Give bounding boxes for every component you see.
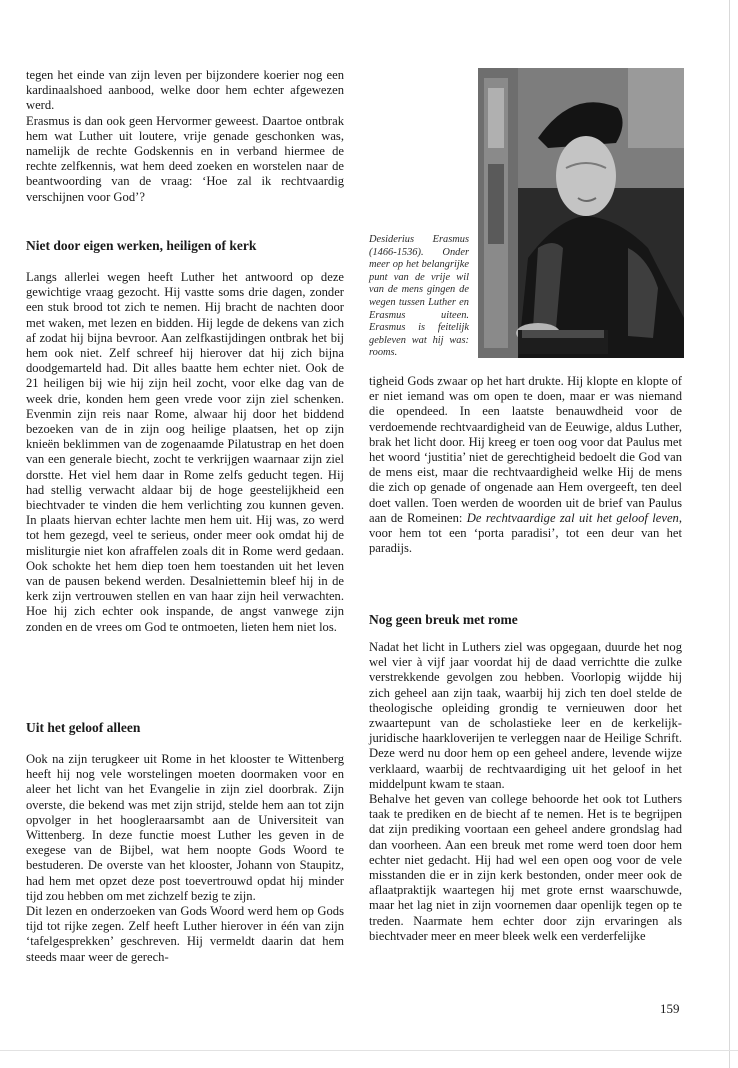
paragraph: Nadat het licht in Luthers ziel was opgegaan, duurde het nog wel vier à vijf jaar voordat hij de daad verrichtte die zulke verstrekkende gevolgen zou hebben. Voorlopig wijdde hij zich geheel aan zijn taak, waarbij hij zich ten doel stelde de theologische opleiding grondig te vernieuwen door het zwaartepunt van de scholastieke leer en de kerkelijk-juridische haarkloverijen te verleggen naar de Heilige Schrift. Deze werd nu door hem op een geheel andere, levende wijze verklaard, waarbij de rechtvaardiging uit het geloof in het middelpunt kwam te staan. [369, 640, 682, 791]
right-column-continuation [369, 374, 682, 556]
paragraph-text: tigheid Gods zwaar op het hart drukte. Hij klopte en klopte of er niet iemand was om open te doen, maar er was niemand die opendeed. In een laatste benauwdheid voor de verdoemende rechtvaardigheid van de Eeuwige, aldus Luther, brak het licht door. Hij kreeg er toen oog voor dat Paulus met het woord ‘justitia’ niet de gerechtigheid bedoelt die God van de mens eist, maar die rechtvaardigheid welke Hij de mens die zich op genade of ongenade aan Hem overgeeft, ten deel doet vallen. Toen werden de woorden uit de brief van Paulus aan de Romeinen: [369, 374, 682, 525]
portrait-caption: Desiderius Erasmus (1466-1536). Onder meer op het belangrijke punt van de vrije wil van de mens gingen de wegen tussen Luther en Erasmus uiteen. Erasmus is feitelijk gebleven wat hij was: rooms. [369, 234, 469, 359]
paragraph: Behalve het geven van college behoorde het ook tot Luthers taak te prediken en de biecht af te nemen. Het is te begrijpen dat zijn prediking voortaan een geheel andere grondslag had dan voorheen. Aan een breuk met rome werd toen door hem echter niet gedacht. Hij had wel een open oog voor de vele misstanden die er in zijn kerk bestonden, onder meer ook de aflaatpraktijk waartegen hij met grote ernst waarschuwde, maar het lag niet in zijn voornemen daar openlijk tegen op te treden. Naarmate hem echter door zijn ervaringen als biechtvader meer en meer bleek welk een verderfelijke [369, 792, 682, 943]
left-column-section-2 [26, 752, 344, 965]
paragraph: tegen het einde van zijn leven per bijzondere koerier nog een kardinaalshoed aanbood, welke door hem echter afgewezen werd. [26, 68, 344, 113]
paragraph: Langs allerlei wegen heeft Luther het antwoord op deze gewichtige vraag gezocht. Hij vastte soms drie dagen, zonder een stuk brood tot zich te nemen. Hij bracht de nachten door met waken, met lezen en bidden. Hij legde de dekens van zich af zodat hij bijna bevroor. Aan zelfkastijdingen ontbrak het bij hem ook niet. Zelf schreef hij hierover dat hij zich bijna doodgemarteld had. Dit alles baatte hem echter niet. Ook de 21 heiligen bij wie hij zijn heil zocht, voor elke dag van de week drie, konden hem geen vrede voor zijn ziel schenken. Evenmin zijn reis naar Rome, alwaar hij door het biddend bezoeken van de in zijn oog heilige plaatsen, het op zijn knieën beklimmen van de zogenaamde Pilatustrap en het doen van een generale biecht, zocht te verkrijgen waarnaar zijn ziel dorstte. Het viel hem daar in Rome zelfs geducht tegen. Hij had stellig verwacht aldaar bij de hoge geestelijkheid een biechtvader te vinden die hem verlichting zou kunnen geven. In plaats hiervan echter lachte men hem uit. Hij was, zo werd tot hem gezegd, veel te serieus, onder meer ook omdat hij de misliturgie niet kon afraffelen zoals dit in Rome werd gedaan. Ook schokte het hem diep toen hem toestanden uit het leven van de pausen bekend werden. Desalniettemin bleef hij in de kerk zijn vertrouwen stellen en van haar zijn heil verwachten. Hoe hij zich echter ook inspande, de angst vanwege zijn zonden en de vrees om God te ontmoeten, lieten hem niet los. [26, 270, 344, 634]
page-edge-divider [729, 0, 730, 1068]
section-heading: Niet door eigen werken, heiligen of kerk [26, 238, 257, 253]
page-edge-divider [0, 1050, 738, 1051]
paragraph: Erasmus is dan ook geen Hervormer geweest. Daartoe ontbrak hem wat Luther uit loutere, vrije genade geschonken was, namelijk de rechte Godskennis en in verband hiermee de rechte zelfkennis, wat hem deed zoeken en worstelen naar de beantwoording van de vraag: ‘Hoe zal ik rechtvaardig verschijnen voor God’? [26, 113, 344, 204]
paragraph: Dit lezen en onderzoeken van Gods Woord werd hem op Gods tijd tot rijke zegen. Zelf heeft Luther hierover in één van zijn ‘tafelgesprekken’ geschreven. Hij vermeldt daarin dat hem steeds maar weer de gerech- [26, 904, 344, 964]
page-number: 159 [660, 1001, 680, 1016]
bible-quote: De rechtvaardige zal uit het geloof leven [466, 510, 679, 525]
paragraph: Ook na zijn terugkeer uit Rome in het klooster te Wittenberg heeft hij nog vele worstelingen moeten doormaken voor en aleer het licht van het Evangelie in zijn ziel doorbrak. Zijn overste, die bekend was met zijn strijd, stelde hem aan tot zijn opvolger in het hoogleraarsambt aan de Universiteit van Wittenberg. In deze functie moest Luther les geven in de exegese van de Bijbel, wat hem noopte Gods Woord te bestuderen. De overste van het klooster, Johann von Staupitz, had hem met opzet deze post toevertrouwd opdat hij minder tijd zou hebben om met zichzelf bezig te zijn. [26, 752, 344, 903]
paragraph-text: , voor hem tot een ‘porta paradisi’, tot een deur van het paradijs. [369, 510, 682, 556]
paragraph [369, 374, 682, 556]
erasmus-portrait-image [478, 68, 684, 358]
section-heading: Nog geen breuk met rome [369, 612, 518, 627]
left-column-section-1 [26, 270, 344, 635]
section-heading: Uit het geloof alleen [26, 720, 141, 735]
left-column-intro [26, 68, 344, 205]
right-column-section-3 [369, 640, 682, 944]
